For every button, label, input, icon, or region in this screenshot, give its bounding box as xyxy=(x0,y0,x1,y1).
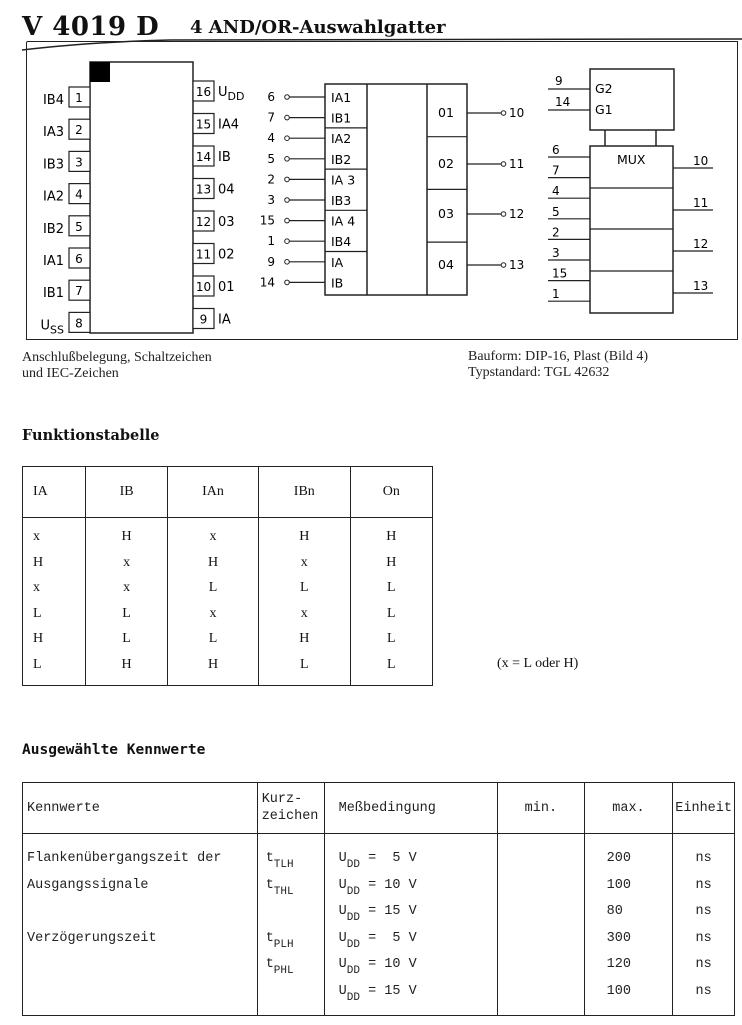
kennwert-name: Flankenübergangszeit der xyxy=(27,851,222,866)
mux-input-pin: 4 xyxy=(552,184,560,199)
input-pin-number: 7 xyxy=(267,110,275,125)
mux-input-pin: 2 xyxy=(552,225,560,240)
function-table-cell: x xyxy=(209,605,217,621)
caption-left-line1: Anschlußbelegung, Schaltzeichen xyxy=(22,350,212,365)
condition-value: = 5 V xyxy=(359,851,417,866)
col-header-messbedingung: Meßbedingung xyxy=(324,783,497,834)
symbol xyxy=(266,873,320,900)
function-table-cell: x xyxy=(33,580,40,595)
symbol xyxy=(266,926,320,953)
output-label: 01 xyxy=(438,105,454,120)
symbol xyxy=(266,952,320,979)
condition-sub: DD xyxy=(346,912,360,924)
kennwert-name: Verzögerungszeit xyxy=(27,930,157,946)
pin-number: 16 xyxy=(195,85,212,99)
function-table-cell: L xyxy=(387,605,396,621)
pin-label: $U_{SS}$ xyxy=(40,318,64,337)
control-block xyxy=(590,69,674,130)
input-label: IB2 xyxy=(331,151,352,167)
caption-left-line2: und IEC-Zeichen xyxy=(22,366,119,381)
function-table-column xyxy=(350,518,432,686)
mux-output-pin: 12 xyxy=(693,237,709,251)
col-header: IAn xyxy=(168,467,259,518)
pin-label: 01 xyxy=(218,280,235,295)
col-header: IA xyxy=(23,467,86,518)
control-label: G2 xyxy=(595,81,613,96)
symbol-main: t xyxy=(265,851,274,866)
input-label: IA2 xyxy=(331,131,352,147)
mux-output-pin: 11 xyxy=(693,196,709,210)
mux-input-pin: 5 xyxy=(552,204,560,219)
pin-number: 3 xyxy=(75,155,83,170)
pin-label: IB3 xyxy=(42,157,64,173)
pin-number: 6 xyxy=(75,252,83,266)
kurz-line1: Kurz- xyxy=(261,792,303,807)
function-table-cell: L xyxy=(300,580,309,595)
kurz-line2: zeichen xyxy=(261,809,319,824)
output-label: 03 xyxy=(438,206,454,221)
function-table-cell: L xyxy=(33,605,42,621)
function-table-cell: H xyxy=(386,554,397,570)
pin-number: 4 xyxy=(75,187,83,202)
max-value: 120 xyxy=(606,957,631,972)
function-table-cell: H xyxy=(207,554,219,570)
symbol-main: t xyxy=(265,930,274,946)
condition xyxy=(339,899,493,926)
function-table-cell: x xyxy=(123,580,131,595)
input-pin-number: 5 xyxy=(267,151,275,166)
condition-value: = 5 V xyxy=(359,930,417,946)
col-header: IBn xyxy=(258,467,350,518)
pin-label: IA4 xyxy=(218,117,239,133)
pin-label: IA2 xyxy=(43,189,64,205)
condition-sub: DD xyxy=(346,938,360,951)
function-table xyxy=(22,466,433,686)
condition-symbol: U xyxy=(338,930,347,946)
symbol xyxy=(266,899,320,926)
output-pin-number: 12 xyxy=(509,207,525,221)
col-header-max: max. xyxy=(584,783,673,834)
symbol-sub: TLH xyxy=(273,859,294,871)
caption-left xyxy=(22,350,212,382)
output-label: 02 xyxy=(438,156,454,171)
condition-symbol: U xyxy=(338,983,347,999)
unit: ns xyxy=(695,983,712,999)
function-table-cell: H xyxy=(299,529,310,544)
symbol-sub: THL xyxy=(273,885,294,898)
function-table-cell: H xyxy=(207,656,219,672)
function-table-header xyxy=(23,467,433,518)
unit: ns xyxy=(695,877,712,893)
max-value: 100 xyxy=(606,877,631,893)
caption-right xyxy=(468,349,648,381)
function-table-cell: x xyxy=(300,605,308,621)
control-pin-number: 9 xyxy=(555,74,563,88)
part-number: V 4019 D xyxy=(22,12,160,42)
pin-label: 02 xyxy=(218,247,235,263)
pin-number: 2 xyxy=(75,123,83,138)
function-table-title: Funktionstabelle xyxy=(22,427,160,444)
function-table-cell: L xyxy=(208,631,218,646)
pin-label: IB4 xyxy=(42,93,64,108)
function-table-cell: H xyxy=(33,631,44,646)
input-label: IB4 xyxy=(331,234,352,250)
col-header-kurzzeichen xyxy=(257,783,324,834)
input-pin-number: 9 xyxy=(267,254,275,269)
condition-symbol: U xyxy=(338,957,347,972)
condition xyxy=(339,873,493,900)
mux-input-pin: 7 xyxy=(552,163,560,178)
pin-number: 8 xyxy=(75,316,83,331)
condition-value: = 10 V xyxy=(359,957,417,972)
function-table-column xyxy=(168,518,259,686)
pin-label: IB2 xyxy=(42,221,64,237)
pin-label: 04 xyxy=(218,182,235,198)
kennwerte-symbols xyxy=(257,834,324,1016)
input-label: IA 4 xyxy=(331,213,356,229)
function-table-cell: H xyxy=(121,656,132,672)
input-label: IB xyxy=(331,275,344,291)
function-table-cell: x xyxy=(209,529,217,544)
pin-number: 15 xyxy=(195,117,212,132)
function-table-cell: x xyxy=(33,529,40,544)
col-header-kennwerte: Kennwerte xyxy=(23,783,258,834)
input-label: IB1 xyxy=(331,110,352,126)
max-value: 80 xyxy=(606,904,623,919)
condition-value: = 10 V xyxy=(359,877,417,893)
input-label: IA1 xyxy=(331,90,352,105)
function-table-cell: L xyxy=(300,656,309,672)
max-value: 300 xyxy=(606,930,631,946)
kennwerte-names xyxy=(23,834,258,1016)
pin-label: 03 xyxy=(218,215,235,230)
input-pin-number: 14 xyxy=(259,275,275,290)
col-header-einheit: Einheit xyxy=(673,783,735,834)
condition-symbol: U xyxy=(338,904,347,919)
function-table-cell: L xyxy=(387,580,396,595)
package-info: Bauform: DIP-16, Plast (Bild 4) xyxy=(468,349,649,364)
function-table-cell: H xyxy=(33,554,44,570)
kennwerte-header xyxy=(23,783,735,834)
unit: ns xyxy=(695,930,712,946)
part-description: 4 AND/OR-Auswahlgatter xyxy=(190,17,446,38)
pin-label: IB1 xyxy=(42,286,64,302)
type-standard: Typstandard: TGL 42632 xyxy=(468,365,610,380)
condition-symbol: U xyxy=(338,851,347,866)
input-label: IA 3 xyxy=(331,172,356,188)
output-pin-number: 10 xyxy=(509,106,525,120)
mux-input-pin: 15 xyxy=(552,266,568,281)
kennwerte-conditions xyxy=(324,834,497,1016)
col-header-min: min. xyxy=(498,783,585,834)
kennwerte-table xyxy=(22,782,735,1016)
pin-label: IA3 xyxy=(43,125,64,141)
pin-number: 13 xyxy=(195,182,212,197)
control-label: G1 xyxy=(595,102,613,117)
mux-output-pin: 10 xyxy=(693,154,709,168)
col-header: IB xyxy=(86,467,168,518)
function-table-column xyxy=(86,518,168,686)
function-table-cell: H xyxy=(299,631,310,646)
symbol-main: t xyxy=(265,957,274,972)
output-pin-number: 13 xyxy=(509,258,525,272)
condition xyxy=(339,952,493,979)
pin-label: IA xyxy=(218,312,231,328)
pin-label: $U_{DD}$ xyxy=(218,85,245,103)
input-pin-number: 3 xyxy=(267,193,275,207)
mux-output-pin: 13 xyxy=(693,279,709,293)
kennwerte-row xyxy=(23,834,735,1016)
kennwerte-max xyxy=(584,834,673,1016)
unit: ns xyxy=(695,851,712,866)
mux-label: MUX xyxy=(617,152,646,167)
legend-note: (x = L oder H) xyxy=(497,656,579,671)
input-pin-number: 4 xyxy=(267,131,275,146)
function-table-cell: L xyxy=(208,580,218,595)
function-table-cell: L xyxy=(122,631,131,646)
symbol-main: t xyxy=(265,877,274,893)
pin-label: IB xyxy=(218,150,231,165)
function-table-cell: H xyxy=(121,529,132,544)
symbol-sub: PLH xyxy=(273,938,294,951)
condition-value: = 15 V xyxy=(359,983,417,999)
pin-number: 12 xyxy=(195,215,212,229)
condition-sub: DD xyxy=(346,859,360,871)
condition xyxy=(339,926,493,953)
condition-sub: DD xyxy=(346,965,360,977)
input-pin-number: 6 xyxy=(267,90,275,104)
function-table-cell: H xyxy=(386,529,397,544)
iec-symbol xyxy=(0,0,742,345)
pin-number: 14 xyxy=(195,150,212,164)
kennwerte-unit xyxy=(673,834,735,1016)
condition-sub: DD xyxy=(346,885,360,898)
mux-input-pin: 6 xyxy=(552,143,560,157)
function-table-cell: L xyxy=(122,605,131,621)
pin-number: 7 xyxy=(75,284,83,299)
function-table-column xyxy=(23,518,86,686)
output-label: 04 xyxy=(438,257,454,272)
function-table-cell: x xyxy=(123,554,131,570)
kennwerte-title: Ausgewählte Kennwerte xyxy=(22,742,206,758)
unit: ns xyxy=(695,904,712,919)
col-header: On xyxy=(350,467,432,518)
condition-symbol: U xyxy=(338,877,347,893)
input-pin-number: 2 xyxy=(267,172,275,187)
kennwerte-min xyxy=(498,834,585,1016)
symbol-sub: PHL xyxy=(273,965,294,977)
mux-input-pin: 3 xyxy=(552,246,560,260)
pin-number: 9 xyxy=(199,312,208,327)
function-table-cell: x xyxy=(300,554,308,570)
pin-label: IA1 xyxy=(43,254,64,269)
function-table-cell: L xyxy=(33,656,42,672)
pin-number: 10 xyxy=(195,280,212,294)
max-value: 200 xyxy=(606,851,631,866)
function-table-cell: L xyxy=(387,631,396,646)
condition-value: = 15 V xyxy=(359,904,417,919)
function-table-body xyxy=(23,518,433,686)
condition xyxy=(339,979,493,1006)
function-table-column xyxy=(258,518,350,686)
pin-number: 1 xyxy=(75,91,83,105)
condition xyxy=(339,846,493,873)
mux-input-pin: 1 xyxy=(552,287,560,302)
kennwert-name: Ausgangssignale xyxy=(27,877,149,893)
symbol xyxy=(266,846,320,873)
input-label: IA xyxy=(331,254,344,270)
condition-sub: DD xyxy=(346,991,360,1004)
unit: ns xyxy=(695,957,712,972)
input-pin-number: 15 xyxy=(259,213,275,228)
control-pin-number: 14 xyxy=(555,95,571,109)
function-table-cell: L xyxy=(387,656,396,672)
output-pin-number: 11 xyxy=(509,157,525,171)
max-value: 100 xyxy=(606,983,631,999)
symbol xyxy=(266,979,320,1006)
pin-number: 5 xyxy=(75,219,83,234)
pin-number: 11 xyxy=(195,247,212,262)
input-pin-number: 1 xyxy=(267,234,275,249)
input-label: IB3 xyxy=(331,193,352,208)
